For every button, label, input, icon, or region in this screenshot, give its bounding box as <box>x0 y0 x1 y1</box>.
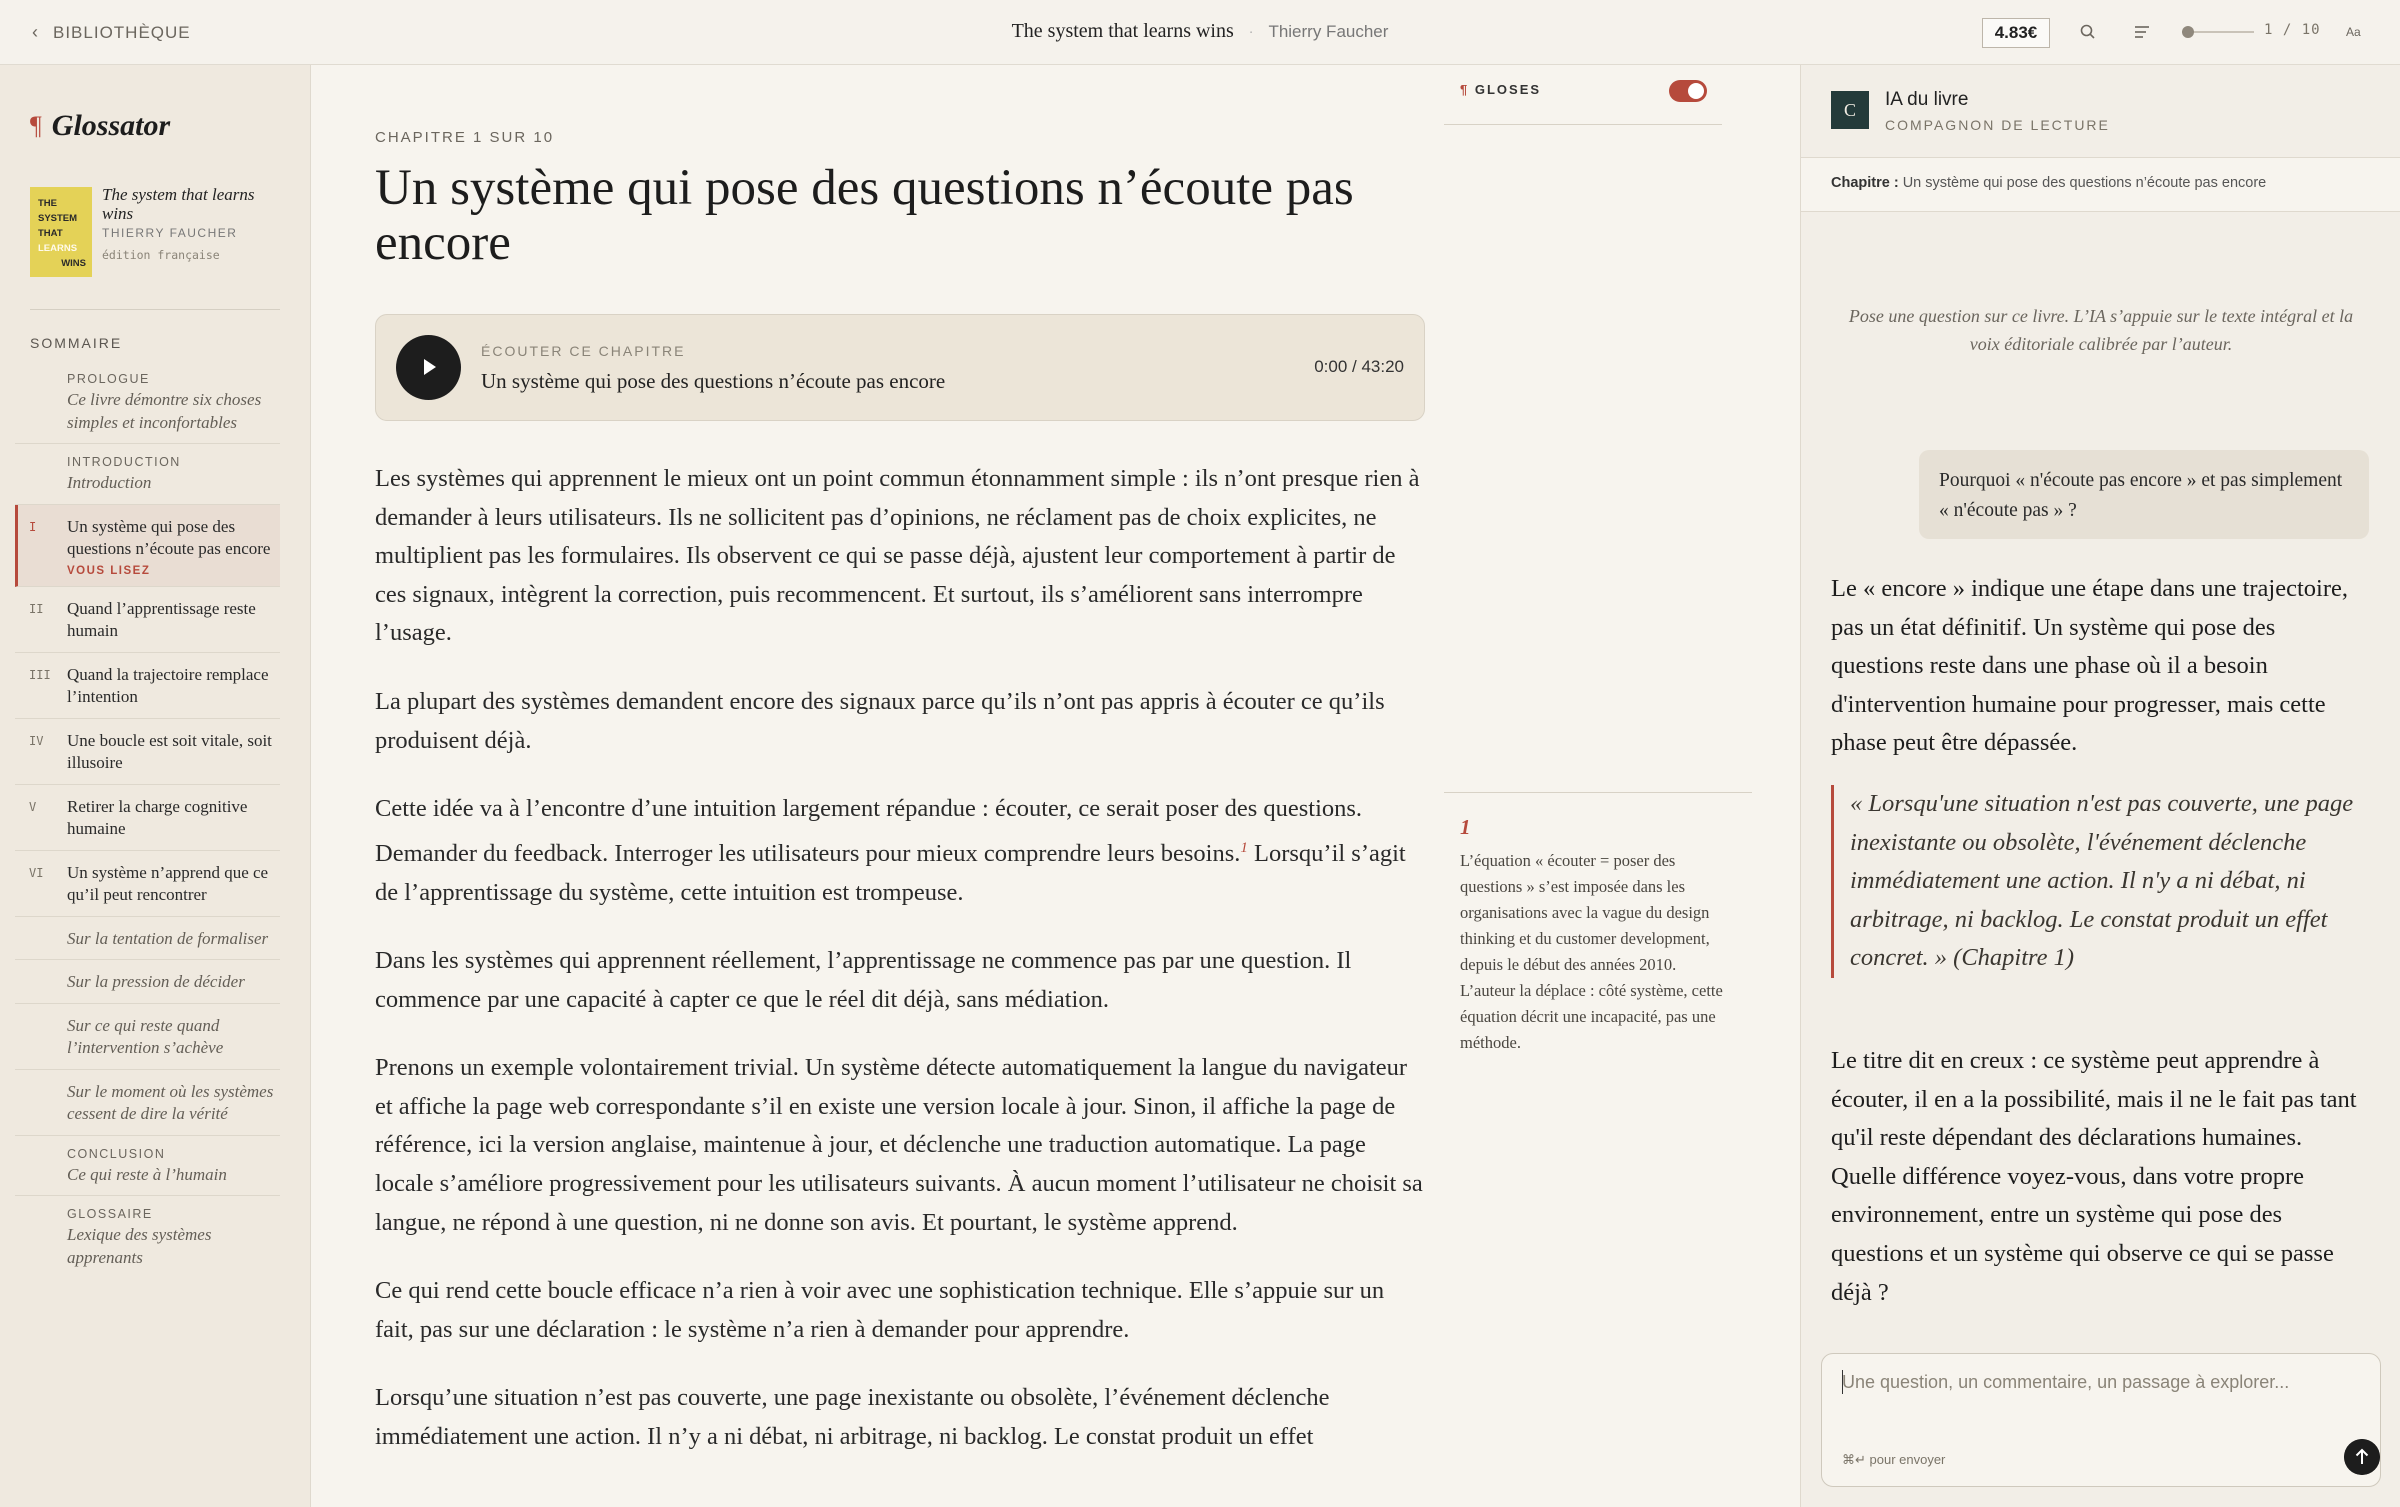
cover-line: WINS <box>61 258 86 269</box>
send-button[interactable] <box>2344 1439 2380 1475</box>
send-hint: ⌘↵ pour envoyer <box>1842 1452 1946 1467</box>
sidebar-book-author: THIERRY FAUCHER <box>102 226 238 240</box>
ai-panel <box>1800 65 2400 1507</box>
ai-chapter-context <box>1801 158 2400 212</box>
book-author: Thierry Faucher <box>1268 22 1389 41</box>
paragraph <box>375 790 1425 912</box>
pilcrow-icon: ¶ <box>1460 82 1470 97</box>
toc-kicker: GLOSSAIRE <box>67 1207 153 1221</box>
chapter-title: Un système qui pose des questions n’écoute pas encore <box>375 160 1354 271</box>
toc-label: Sur la pression de décider <box>67 972 245 991</box>
toc-kicker: INTRODUCTION <box>67 455 181 469</box>
paragraph: Les systèmes qui apprennent le mieux ont un point commun étonnamment simple : ils n’ont presque rien à demander à leurs utilisateurs. Ils ne sollicitent pas d’opinions, ne réclament pas de choix explicites, ne multiplient pas les formulaires. Ils observent ce qui se passe déjà, ajustent leur comportement à partir de ces signaux, intègrent la correction, puis recommencent. Et surtout, ils s’améliorent sans interrompre l’usage. <box>375 465 1420 647</box>
play-icon[interactable] <box>396 335 461 400</box>
ai-intro: Pose une question sur ce livre. L’IA s’appuie sur le texte intégral et la voix éditoriale calibrée par l’auteur. <box>1848 306 2354 354</box>
toc-item-essay-1[interactable] <box>15 917 280 961</box>
ai-name: IA du livre <box>1885 89 1969 110</box>
paragraph-text: Cette idée va à l’encontre d’une intuition largement répandue : écouter, ce serait poser des questions. Demander du feedback. Interroger les utilisateurs pour mieux comprendre leurs besoins. <box>375 795 1363 867</box>
toc-number: II <box>29 601 44 616</box>
paragraph-text: Lorsqu’il s’agit de l’apprentissage du système, cette intuition est trompeuse. <box>375 839 1406 906</box>
gloses-label-text: GLOSES <box>1474 82 1542 97</box>
toc-label: Introduction <box>67 473 152 492</box>
toc-number: I <box>29 519 37 534</box>
gloses-label <box>1460 82 1541 97</box>
gloss-number: 1 <box>1460 815 1471 839</box>
sidebar-book-edition: édition française <box>102 248 220 262</box>
toc-item-chapter-4[interactable] <box>15 719 280 785</box>
audio-player <box>375 314 1425 421</box>
toc-label: Lexique des systèmes apprenants <box>67 1225 212 1267</box>
sidebar <box>0 65 311 1507</box>
book-cover[interactable] <box>30 187 92 277</box>
ai-answer-paragraph: Le titre dit en creux : ce système peut apprendre à écouter, il en a la possibilité, mais il ne le fait pas tant qu'il reste dépendant des déclarations humaines. Quelle différence voyez-vous, dans votre propre environnement, entre un système qui pose des questions et un système qui observe ce qui se passe déjà ? <box>1831 1047 2357 1306</box>
font-size-icon[interactable]: Aa <box>2346 25 2361 39</box>
paragraph: Prenons un exemple volontairement trivial. Un système détecte automatiquement la langue du navigateur et affiche la page web correspondante s’il en existe une version locale à jour. Sinon, il affiche la page de référence, ici la version anglaise, maintenue à jour, et déclenche une traduction automatique. La page locale s’améliore progressivement pour les utilisateurs suivants. À aucun moment l’utilisateur ne choisit sa langue, ne répond à une question, ni ne donne son avis. Et pourtant, le système apprend. <box>375 1054 1423 1236</box>
divider <box>30 309 280 310</box>
toc-item-chapter-2[interactable] <box>15 587 280 653</box>
toc-item-chapter-3[interactable] <box>15 653 280 719</box>
chapter-progress-slider[interactable] <box>2182 31 2254 33</box>
paragraph: Ce qui rend cette boucle efficace n’a rien à voir avec une sophistication technique. Elle s’appuie sur un fait, pas sur une déclaration : le système n’a rien à demander pour apprendre. <box>375 1277 1385 1343</box>
footnote-marker[interactable]: 1 <box>1240 839 1248 856</box>
table-of-contents <box>15 361 280 1278</box>
page-indicator: 1 / 10 <box>2264 22 2321 38</box>
cover-line: THE <box>38 198 57 209</box>
toc-label: Quand l’apprentissage reste humain <box>67 598 256 640</box>
top-bar <box>0 0 2400 65</box>
toc-label: Quand la trajectoire remplace l’intention <box>67 664 269 706</box>
ai-chapter-label: Chapitre : <box>1831 175 1899 191</box>
brand-name: Glossator <box>51 109 171 142</box>
toc-label: Retirer la charge cognitive humaine <box>67 796 248 838</box>
ai-answer-paragraph: Le « encore » indique une étape dans une trajectoire, pas un état définitif. Un système qui pose des questions reste dans une phase où il a besoin d'intervention humaine pour progresser, mais cette phase peut être dépassée. <box>1831 575 2348 757</box>
toc-label: Un système qui pose des questions n’écoute pas encore <box>67 516 271 558</box>
audio-time: 0:00 / 43:20 <box>1314 357 1404 376</box>
gloses-header <box>1444 60 1722 125</box>
toc-item-glossary[interactable] <box>15 1196 280 1278</box>
toc-icon[interactable] <box>2130 20 2154 44</box>
toc-item-essay-2[interactable] <box>15 960 280 1004</box>
toc-number: III <box>29 667 51 682</box>
toc-item-chapter-5[interactable] <box>15 785 280 851</box>
reader-main <box>312 65 1800 1507</box>
cover-line: LEARNS <box>38 243 78 254</box>
toc-item-essay-3[interactable] <box>15 1004 280 1070</box>
title-separator: · <box>1248 26 1254 41</box>
back-label: BIBLIOTHÈQUE <box>53 22 191 42</box>
toc-number: IV <box>29 733 44 748</box>
toc-label: Sur le moment où les systèmes cessent de dire la vérité <box>67 1081 274 1123</box>
ai-answer-quote: « Lorsqu'une situation n'est pas couverte, une page inexistante ou obsolète, l'événement déclenche immédiatement une action. Il n'y a ni débat, ni arbitrage, ni backlog. Le constat produit un effet concret. » (Chapitre 1) <box>1831 785 2361 978</box>
pilcrow-icon: ¶ <box>30 111 42 140</box>
toc-number: V <box>29 799 37 814</box>
toc-number: VI <box>29 865 44 880</box>
slider-knob[interactable] <box>2182 26 2194 38</box>
toc-label: Ce qui reste à l’humain <box>67 1164 227 1184</box>
cover-line: SYSTEM <box>38 213 78 224</box>
audio-label: ÉCOUTER CE CHAPITRE <box>481 343 686 359</box>
toc-label: Sur la tentation de formaliser <box>67 928 269 948</box>
book-title: The system that learns wins <box>1011 20 1234 42</box>
paragraph: La plupart des systèmes demandent encore des signaux parce qu’ils n’ont pas appris à écouter ce qu’ils produisent déjà. <box>375 687 1385 754</box>
chapter-body <box>375 460 1425 1487</box>
search-icon[interactable] <box>2076 20 2100 44</box>
ai-chapter-value: Un système qui pose des questions n’écoute pas encore <box>1902 175 2267 191</box>
toc-item-chapter-1[interactable] <box>15 505 280 587</box>
toc-item-essay-4[interactable] <box>15 1070 280 1136</box>
audio-title: Un système qui pose des questions n’écoute pas encore <box>481 369 946 393</box>
toc-label: Une boucle est soit vitale, soit illusoire <box>67 730 272 772</box>
chevron-left-icon: ‹ <box>32 22 39 42</box>
ai-input-box[interactable] <box>1821 1353 2381 1487</box>
paragraph: Lorsqu’une situation n’est pas couverte, une page inexistante ou obsolète, l’événement déclenche immédiatement une action. Il n’y a ni débat, ni arbitrage, ni backlog. Le constat produit un effet <box>375 1384 1330 1451</box>
price-button[interactable]: 4.83€ <box>1982 18 2050 48</box>
toc-label: Un système n’apprend que ce qu’il peut rencontrer <box>67 862 269 904</box>
cover-line: THAT <box>38 228 63 239</box>
user-question-bubble: Pourquoi « n'écoute pas encore » et pas simplement « n'écoute pas » ? <box>1919 450 2369 539</box>
sidebar-book-title: The system that learns wins <box>102 185 255 223</box>
gloss-text: L’équation « écouter = poser des questions » s’est imposée dans les organisations avec la vague du design thinking et du customer development, depuis le début des années 2010. L’auteur la déplace : côté système, cette équation décrit une incapacité, pas une méthode. <box>1460 851 1723 1052</box>
ai-header <box>1801 65 2400 158</box>
toc-item-prologue[interactable] <box>15 361 280 444</box>
paragraph: Dans les systèmes qui apprennent réellement, l’apprentissage ne commence pas par une question. Il commence par une capacité à capter ce que le réel dit déjà, sans médiation. <box>375 947 1352 1013</box>
chapter-kicker: CHAPITRE 1 SUR 10 <box>375 129 555 146</box>
current-reading-badge: VOUS LISEZ <box>67 564 151 577</box>
footnote-gloss <box>1444 792 1752 1056</box>
toc-kicker: CONCLUSION <box>67 1146 166 1161</box>
ai-logo: C <box>1831 91 1869 129</box>
gloses-toggle[interactable] <box>1669 80 1707 102</box>
toc-item-introduction[interactable] <box>15 444 280 505</box>
app-logo <box>30 109 170 143</box>
ai-subtitle: COMPAGNON DE LECTURE <box>1885 117 2110 133</box>
toc-heading: SOMMAIRE <box>30 335 123 351</box>
toc-label: Ce livre démontre six choses simples et inconfortables <box>67 390 262 432</box>
ai-input-placeholder[interactable]: Une question, un commentaire, un passage à explorer... <box>1842 1372 2290 1392</box>
toc-item-conclusion[interactable] <box>15 1136 280 1197</box>
toc-label: Sur ce qui reste quand l’intervention s’achève <box>67 1015 224 1057</box>
toc-kicker: PROLOGUE <box>67 372 150 386</box>
toc-item-chapter-6[interactable] <box>15 851 280 917</box>
